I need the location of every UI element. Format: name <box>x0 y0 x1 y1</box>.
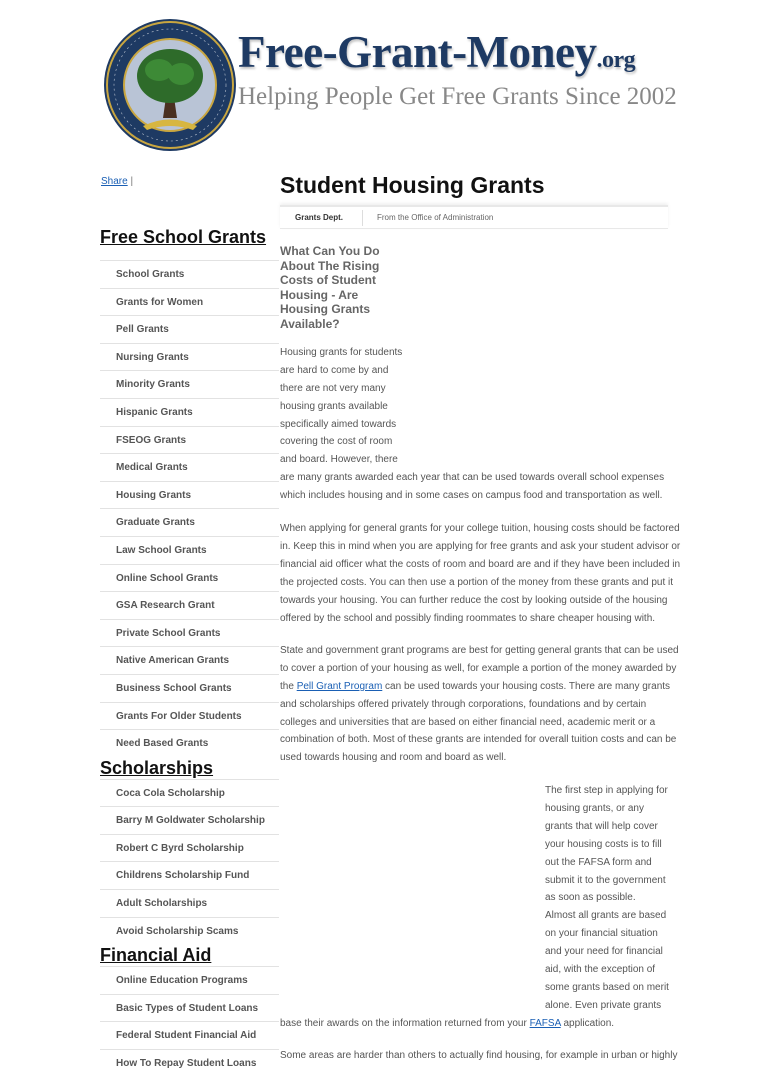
body-text-line: covering the cost of room <box>280 436 393 447</box>
article-subheading: What Can You Do About The Rising Costs of Student Housing - Are Housing Grants Available? <box>280 244 380 331</box>
sidebar-link[interactable]: Federal Student Financial Aid <box>100 1021 279 1049</box>
text: application. <box>560 1018 615 1029</box>
body-text-line: and your need for financial <box>545 946 663 958</box>
body-text-line: to cover a portion of your housing as well, for example a portion of the money awarded by <box>280 663 677 674</box>
sidebar-link[interactable]: Business School Grants <box>100 674 279 702</box>
body-text-line: on your financial situation <box>545 928 658 940</box>
sidebar-link[interactable]: Grants for Women <box>100 288 279 316</box>
sidebar-link[interactable]: Barry M Goldwater Scholarship <box>100 806 279 834</box>
sidebar-link[interactable]: Native American Grants <box>100 646 279 674</box>
department-of-education-seal-logo <box>103 18 237 152</box>
body-text-line <box>280 1018 614 1030</box>
body-text-line: in. Keep this in mind when you are applying for free grants and ask your student advisor or <box>280 541 681 552</box>
sidebar-link[interactable]: Hispanic Grants <box>100 398 279 426</box>
sidebar-link[interactable]: Online Education Programs <box>100 966 279 994</box>
sidebar-link[interactable]: School Grants <box>100 260 279 288</box>
page-title: Student Housing Grants <box>280 172 545 198</box>
body-text-line: submit it to the government <box>545 874 666 886</box>
sidebar-link[interactable]: Robert C Byrd Scholarship <box>100 834 279 862</box>
sidebar-link[interactable]: Pell Grants <box>100 315 279 343</box>
sidebar-link[interactable]: GSA Research Grant <box>100 591 279 619</box>
sidebar-link[interactable]: Avoid Scholarship Scams <box>100 917 279 945</box>
body-text-line: alone. Even private grants <box>545 999 662 1011</box>
article-dept: Grants Dept. <box>295 213 344 222</box>
sidebar-link[interactable]: Private School Grants <box>100 619 279 647</box>
sidebar-link[interactable]: Grants For Older Students <box>100 702 279 730</box>
site-tagline: Helping People Get Free Grants Since 2002 <box>238 83 677 110</box>
sidebar <box>100 226 279 1077</box>
share-separator: | <box>130 176 134 187</box>
body-text-line: and board. However, there <box>280 454 398 465</box>
sidebar-link[interactable]: Need Based Grants <box>100 729 279 757</box>
body-text-line: are hard to come by and <box>280 365 389 376</box>
body-text-line: some grants based on merit <box>545 981 669 993</box>
sidebar-link[interactable]: Medical Grants <box>100 453 279 481</box>
body-text-line: the projected costs. You can then use a portion of the money from these grants and put it <box>280 577 674 588</box>
body-text-line: towards your housing. You can further reduce the cost by looking outside of the housing <box>280 595 668 606</box>
body-text-line: combination of both. Most of these grants are intended for overall tuition costs and can be <box>280 734 677 745</box>
body-text-line: your housing costs is to fill <box>545 838 662 850</box>
body-text-line: aid, with the exception of <box>545 964 656 975</box>
body-text-line: The first step in applying for <box>545 785 668 796</box>
body-text-line: State and government grant programs are best for getting general grants that can be used <box>280 645 679 656</box>
body-text-line: as soon as possible. <box>545 892 636 904</box>
body-text-line: offered by the school and possibly finding roommates to share cheaper housing with. <box>280 613 656 624</box>
body-text-line: When applying for general grants for your college tuition, housing costs should be factored <box>280 523 680 534</box>
article-from: From the Office of Administration <box>377 213 494 222</box>
body-text-line <box>280 681 670 693</box>
brand-name: Free-Grant-Money <box>238 27 597 77</box>
body-text-line: specifically aimed towards <box>280 419 397 430</box>
sidebar-link[interactable]: Graduate Grants <box>100 508 279 536</box>
sidebar-link[interactable]: Nursing Grants <box>100 343 279 371</box>
sidebar-heading[interactable]: Free School Grants <box>100 227 267 247</box>
body-text-line: grants that will help cover <box>545 820 658 832</box>
body-text-line: which includes housing and in some cases on campus food and transportation as well. <box>280 490 663 501</box>
body-text-line: out the FAFSA form and <box>545 856 652 868</box>
site-brand-title[interactable] <box>238 26 635 78</box>
body-text-line: Almost all grants are based <box>545 910 667 922</box>
text: base their awards on the information returned from your <box>280 1018 530 1029</box>
sidebar-link[interactable]: How To Repay Student Loans <box>100 1049 279 1077</box>
body-text-line: Some areas are harder than others to actually find housing, for example in urban or highly <box>280 1050 678 1061</box>
body-text-line: used towards housing and room and board as well. <box>280 752 507 763</box>
fafsa-link[interactable]: FAFSA <box>529 1018 561 1029</box>
sidebar-link[interactable]: Coca Cola Scholarship <box>100 779 279 807</box>
body-text-line: housing grants, or any <box>545 802 644 814</box>
sidebar-link[interactable]: Adult Scholarships <box>100 889 279 917</box>
body-text-line: financial aid officer what the costs of room and board are and if they have been included in <box>280 559 681 570</box>
body-text-line: housing grants available <box>280 401 388 412</box>
text: the <box>280 681 297 692</box>
brand-tld: .org <box>596 47 636 73</box>
sidebar-link[interactable]: Childrens Scholarship Fund <box>100 861 279 889</box>
body-text-line: there are not very many <box>280 383 386 394</box>
text: can be used towards your housing costs. There are many grants <box>382 681 671 692</box>
sidebar-link[interactable]: Minority Grants <box>100 370 279 398</box>
sidebar-link[interactable]: Housing Grants <box>100 481 279 509</box>
body-text-line: and scholarships offered privately through corporations, foundations and by certain <box>280 699 647 710</box>
sidebar-link[interactable]: Law School Grants <box>100 536 279 564</box>
sidebar-link[interactable]: FSEOG Grants <box>100 426 279 454</box>
body-text-line: Housing grants for students <box>280 347 403 358</box>
share-bar <box>101 176 133 187</box>
sidebar-heading[interactable]: Financial Aid <box>100 945 212 966</box>
share-link[interactable]: Share <box>101 176 128 187</box>
body-text-line: colleges and universities that are based on either financial need, academic merit or a <box>280 717 656 728</box>
article-meta-bar <box>280 205 668 229</box>
sidebar-link[interactable]: Online School Grants <box>100 564 279 592</box>
meta-divider <box>362 210 363 226</box>
sidebar-link[interactable]: Basic Types of Student Loans <box>100 994 279 1022</box>
body-text-line: are many grants awarded each year that can be used towards overall school expenses <box>280 472 665 483</box>
sidebar-heading[interactable]: Scholarships <box>100 757 214 778</box>
pell-grant-program-link[interactable]: Pell Grant Program <box>296 681 383 692</box>
